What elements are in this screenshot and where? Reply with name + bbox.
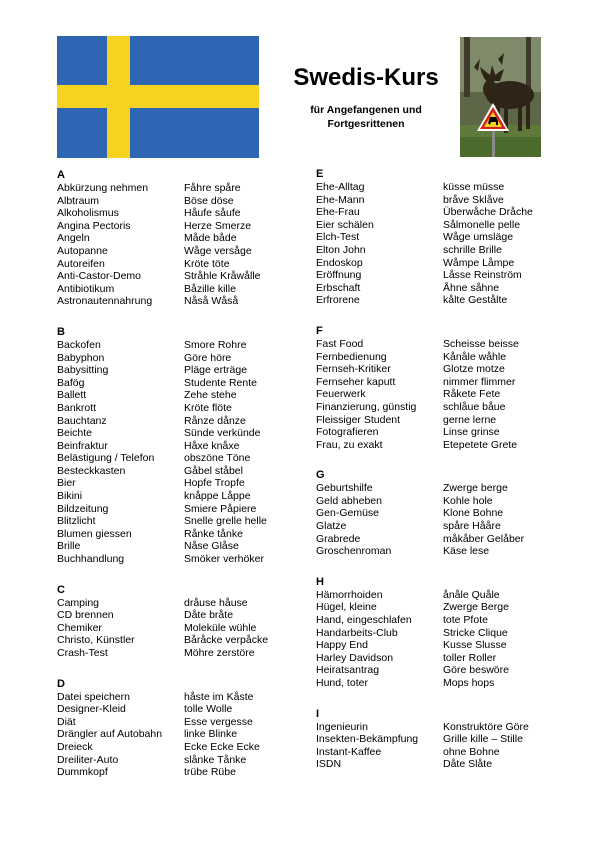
entry-translation: Fåhre spåre bbox=[184, 182, 241, 194]
entry-term: Insekten-Bekämpfung bbox=[316, 733, 419, 746]
section-letter: H bbox=[316, 575, 324, 588]
glossary-entry bbox=[57, 691, 297, 704]
entry-term: Hund, toter bbox=[316, 677, 368, 689]
entry-translation: Mops hops bbox=[443, 677, 495, 689]
glossary-entry bbox=[316, 721, 556, 734]
glossary-column-left bbox=[57, 169, 297, 797]
glossary-entry bbox=[316, 282, 556, 295]
glossary-column-right bbox=[316, 168, 556, 789]
glossary-entry bbox=[57, 364, 297, 377]
entry-term: Alkoholismus bbox=[57, 207, 119, 220]
glossary-entry bbox=[57, 728, 297, 741]
entry-term: Besteckkasten bbox=[57, 464, 126, 477]
entry-translation: Pläge erträge bbox=[184, 364, 248, 377]
entry-translation: tolle Wolle bbox=[184, 703, 233, 716]
entry-translation: ånåle Quåle bbox=[443, 588, 500, 601]
glossary-entry bbox=[57, 477, 297, 490]
section-letter: I bbox=[316, 707, 320, 720]
entry-translation: Zwerge Berge bbox=[443, 601, 509, 614]
entry-translation: Låsse Reinström bbox=[443, 269, 522, 282]
entry-translation: schrille Brille bbox=[443, 243, 502, 256]
entry-term: Fernbedienung bbox=[316, 350, 387, 363]
entry-term: Anti-Castor-Demo bbox=[57, 270, 142, 283]
glossary-entry bbox=[316, 677, 556, 690]
entry-term: Endoskop bbox=[316, 256, 363, 269]
entry-translation: Überwåche Dråche bbox=[443, 206, 533, 219]
entry-translation: Kröte flöte bbox=[184, 401, 232, 414]
glossary-entry bbox=[316, 376, 556, 389]
glossary-entry bbox=[316, 363, 556, 376]
glossary-entry bbox=[316, 401, 556, 414]
entry-translation: Göre beswöre bbox=[443, 664, 509, 677]
glossary-entry bbox=[57, 270, 297, 283]
glossary-entry bbox=[57, 295, 297, 308]
glossary-entry bbox=[57, 553, 297, 566]
entry-term: Eröffnung bbox=[316, 269, 362, 282]
glossary-entry bbox=[57, 528, 297, 541]
subtitle-line-2: Fortgesrittenen bbox=[327, 118, 405, 130]
glossary-entry bbox=[316, 388, 556, 401]
glossary-entry bbox=[316, 231, 556, 244]
entry-term: Harley Davidson bbox=[316, 651, 394, 664]
entry-translation: Moleküle wühle bbox=[184, 621, 257, 634]
entry-term: Albtraum bbox=[57, 194, 100, 207]
glossary-entry bbox=[316, 589, 556, 602]
entry-translation: Rånke tånke bbox=[184, 527, 243, 540]
entry-term: Bier bbox=[57, 477, 76, 490]
entry-translation: Kohle hole bbox=[443, 494, 493, 507]
entry-translation: Gåbel ståbel bbox=[184, 464, 243, 477]
entry-term: Bildzeitung bbox=[57, 502, 109, 515]
glossary-entry bbox=[316, 639, 556, 652]
entry-term: Frau, zu exakt bbox=[316, 438, 383, 451]
entry-translation: Göre höre bbox=[184, 351, 232, 364]
entry-translation: Studente Rente bbox=[184, 376, 257, 389]
glossary-section-c bbox=[57, 584, 297, 660]
section-letter: F bbox=[316, 324, 323, 337]
entry-translation: måkåber Gelåber bbox=[443, 532, 525, 545]
entry-translation: bråve Sklåve bbox=[443, 193, 504, 206]
entry-term: Ehe-Mann bbox=[316, 193, 365, 206]
entry-term: Eier schälen bbox=[316, 218, 374, 231]
swedish-flag bbox=[57, 36, 259, 158]
glossary-entry bbox=[57, 427, 297, 440]
glossary-entry bbox=[57, 716, 297, 729]
page-subtitle bbox=[272, 103, 460, 131]
glossary-entry bbox=[57, 754, 297, 767]
entry-term: Instant-Kaffee bbox=[316, 745, 382, 758]
entry-term: Ehe-Frau bbox=[316, 206, 360, 219]
entry-term: ISDN bbox=[316, 758, 342, 771]
glossary-entry bbox=[57, 440, 297, 453]
glossary-entry bbox=[316, 507, 556, 520]
glossary-entry bbox=[316, 194, 556, 207]
entry-term: Grabrede bbox=[316, 532, 361, 545]
entry-term: Dreiliter-Auto bbox=[57, 753, 119, 766]
entry-term: Fernseher kaputt bbox=[316, 375, 396, 388]
entry-term: Geld abheben bbox=[316, 494, 382, 507]
section-letter: C bbox=[57, 583, 65, 596]
glossary-entry bbox=[57, 182, 297, 195]
glossary-entry bbox=[57, 415, 297, 428]
entry-translation: Stråhle Kråwålle bbox=[184, 270, 261, 283]
entry-translation: Möhre zerstöre bbox=[184, 647, 255, 659]
entry-term: Erfrorene bbox=[316, 294, 360, 307]
glossary-entry bbox=[316, 533, 556, 546]
entry-translation: Scheisse beisse bbox=[443, 337, 519, 350]
moose-sign-photo bbox=[460, 37, 541, 157]
glossary-section-b bbox=[57, 326, 297, 566]
entry-translation: Dåte Slåte bbox=[443, 758, 493, 771]
entry-translation: dråuse håuse bbox=[184, 596, 248, 609]
entry-term: Dummkopf bbox=[57, 766, 108, 779]
entry-term: Hämorrhoiden bbox=[316, 588, 383, 601]
entry-translation: tote Pfote bbox=[443, 614, 488, 627]
entry-translation: küsse müsse bbox=[443, 181, 505, 193]
entry-term: Erbschaft bbox=[316, 281, 361, 294]
entry-term: Camping bbox=[57, 596, 100, 609]
entry-translation: Esse vergesse bbox=[184, 715, 253, 728]
entry-term: Datei speichern bbox=[57, 690, 130, 703]
entry-translation: gerne lerne bbox=[443, 413, 497, 426]
entry-translation: Kröte töte bbox=[184, 257, 230, 270]
subtitle-line-1: für Angefangenen und bbox=[310, 104, 422, 116]
entry-translation: Wåmpe Låmpe bbox=[443, 256, 515, 269]
glossary-entry bbox=[57, 258, 297, 271]
entry-term: Bafög bbox=[57, 376, 85, 389]
entry-translation: obszöne Töne bbox=[184, 452, 251, 465]
entry-term: Glatze bbox=[316, 520, 347, 533]
entry-term: Ballett bbox=[57, 389, 87, 402]
entry-translation: Käse lese bbox=[443, 545, 490, 558]
entry-term: Christo, Künstler bbox=[57, 634, 135, 647]
glossary-entry bbox=[57, 389, 297, 402]
glossary-section-a bbox=[57, 169, 297, 308]
glossary-entry bbox=[316, 269, 556, 282]
glossary-entry bbox=[57, 245, 297, 258]
glossary-entry bbox=[57, 339, 297, 352]
glossary-section-h bbox=[316, 576, 556, 690]
glossary-entry bbox=[57, 741, 297, 754]
entry-translation: Glotze motze bbox=[443, 363, 505, 376]
entry-term: Crash-Test bbox=[57, 647, 108, 659]
entry-term: Autoreifen bbox=[57, 257, 105, 270]
section-letter: D bbox=[57, 677, 65, 690]
entry-translation: Snelle grelle helle bbox=[184, 515, 267, 528]
glossary-entry bbox=[57, 220, 297, 233]
entry-term: Drängler auf Autobahn bbox=[57, 728, 163, 741]
glossary-entry bbox=[57, 634, 297, 647]
glossary-entry bbox=[316, 627, 556, 640]
entry-translation: toller Roller bbox=[443, 651, 497, 664]
section-letter: B bbox=[57, 325, 65, 338]
entry-term: Blitzlicht bbox=[57, 515, 96, 528]
glossary-entry bbox=[316, 601, 556, 614]
entry-translation: Etepetete Grete bbox=[443, 438, 518, 451]
entry-translation: Zwerge berge bbox=[443, 482, 508, 495]
entry-translation: Sålmonelle pelle bbox=[443, 218, 521, 231]
glossary-entry bbox=[316, 219, 556, 232]
entry-translation: linke Blinke bbox=[184, 728, 238, 741]
glossary-entry bbox=[316, 414, 556, 427]
glossary-entry bbox=[57, 647, 297, 660]
entry-term: Bikini bbox=[57, 490, 83, 503]
glossary-entry bbox=[57, 465, 297, 478]
glossary-entry bbox=[316, 426, 556, 439]
glossary-section-f bbox=[316, 325, 556, 451]
glossary-entry bbox=[316, 733, 556, 746]
entry-term: Hügel, kleine bbox=[316, 601, 377, 614]
entry-term: Designer-Kleid bbox=[57, 703, 126, 716]
entry-term: Groschenroman bbox=[316, 545, 392, 558]
entry-translation: Stricke Clique bbox=[443, 626, 508, 639]
entry-term: Feuerwerk bbox=[316, 388, 366, 401]
glossary-entry bbox=[57, 540, 297, 553]
flag-cross-horizontal bbox=[57, 85, 259, 108]
glossary-entry bbox=[316, 206, 556, 219]
glossary-entry bbox=[316, 338, 556, 351]
glossary-entry bbox=[57, 597, 297, 610]
glossary-section-i bbox=[316, 708, 556, 771]
entry-translation: Dåte bråte bbox=[184, 609, 234, 622]
entry-term: Diät bbox=[57, 715, 76, 728]
entry-term: Abkürzung nehmen bbox=[57, 182, 149, 194]
glossary-entry bbox=[57, 703, 297, 716]
entry-term: Fernseh-Kritiker bbox=[316, 363, 391, 376]
entry-translation: Klone Bohne bbox=[443, 507, 504, 520]
entry-translation: Smore Rohre bbox=[184, 338, 247, 351]
entry-term: Elch-Test bbox=[316, 231, 360, 244]
entry-term: Bauchtanz bbox=[57, 414, 107, 427]
entry-translation: Konstruktöre Göre bbox=[443, 720, 529, 733]
entry-translation: Båzille kille bbox=[184, 282, 236, 295]
entry-translation: Zehe stehe bbox=[184, 389, 237, 402]
entry-translation: kålte Gestålte bbox=[443, 294, 508, 307]
entry-translation: Nåse Glåse bbox=[184, 540, 239, 553]
entry-term: Babyphon bbox=[57, 351, 105, 364]
entry-term: Fleissiger Student bbox=[316, 413, 401, 426]
entry-translation: ohne Bohne bbox=[443, 745, 500, 758]
entry-term: Angeln bbox=[57, 232, 90, 245]
glossary-entry bbox=[316, 746, 556, 759]
entry-translation: Ecke Ecke Ecke bbox=[184, 740, 260, 753]
glossary-entry bbox=[57, 609, 297, 622]
entry-translation: Grille kille – Stille bbox=[443, 733, 523, 746]
glossary-entry bbox=[57, 207, 297, 220]
glossary-entry bbox=[316, 181, 556, 194]
entry-translation: Sünde verkünde bbox=[184, 427, 261, 440]
glossary-entry bbox=[316, 614, 556, 627]
entry-translation: slånke Tånke bbox=[184, 753, 247, 766]
moose-sign-photo-graphic bbox=[460, 37, 541, 157]
entry-term: Heiratsantrag bbox=[316, 664, 380, 677]
entry-term: Gen-Gemüse bbox=[316, 507, 380, 520]
entry-translation: Smöker verhöker bbox=[184, 553, 264, 566]
section-letter: G bbox=[316, 469, 325, 482]
entry-translation: schlåue båue bbox=[443, 400, 506, 413]
entry-translation: knåppe Låppe bbox=[184, 490, 251, 503]
glossary-entry bbox=[316, 439, 556, 452]
entry-term: Astronautennahrung bbox=[57, 295, 153, 308]
entry-translation: Håxe knåxe bbox=[184, 439, 240, 452]
glossary-entry bbox=[57, 490, 297, 503]
glossary-entry bbox=[57, 766, 297, 779]
entry-term: Belästigung / Telefon bbox=[57, 452, 155, 465]
glossary-entry bbox=[57, 452, 297, 465]
entry-term: Happy End bbox=[316, 639, 368, 652]
entry-translation: Wåge versåge bbox=[184, 244, 252, 257]
entry-term: Geburtshilfe bbox=[316, 482, 373, 495]
entry-term: CD brennen bbox=[57, 609, 114, 622]
entry-term: Beichte bbox=[57, 427, 93, 440]
glossary-entry bbox=[316, 495, 556, 508]
glossary-entry bbox=[316, 664, 556, 677]
entry-translation: håste im Kåste bbox=[184, 690, 254, 703]
entry-translation: Båråcke verpåcke bbox=[184, 634, 269, 647]
glossary-entry bbox=[316, 244, 556, 257]
glossary-entry bbox=[57, 503, 297, 516]
glossary-section-d bbox=[57, 678, 297, 779]
glossary-entry bbox=[316, 257, 556, 270]
entry-translation: Rånze dånze bbox=[184, 414, 246, 427]
glossary-entry bbox=[316, 520, 556, 533]
entry-translation: Nåså Wåså bbox=[184, 295, 239, 308]
entry-translation: nimmer flimmer bbox=[443, 375, 516, 388]
entry-term: Elton John bbox=[316, 243, 366, 256]
entry-translation: Håufe såufe bbox=[184, 207, 241, 220]
entry-term: Chemiker bbox=[57, 621, 102, 634]
entry-term: Handarbeits-Club bbox=[316, 626, 398, 639]
glossary-entry bbox=[316, 652, 556, 665]
entry-translation: Hopfe Tropfe bbox=[184, 477, 245, 490]
entry-translation: spåre Hååre bbox=[443, 520, 501, 533]
entry-translation: trübe Rübe bbox=[184, 766, 236, 779]
entry-term: Fast Food bbox=[316, 337, 364, 350]
glossary-entry bbox=[316, 758, 556, 771]
entry-term: Fotografieren bbox=[316, 426, 379, 439]
section-letter: A bbox=[57, 169, 65, 181]
entry-term: Buchhandlung bbox=[57, 553, 125, 566]
glossary-entry bbox=[57, 283, 297, 296]
glossary-entry bbox=[316, 545, 556, 558]
entry-translation: Linse grinse bbox=[443, 426, 500, 439]
entry-term: Dreieck bbox=[57, 740, 93, 753]
glossary-entry bbox=[57, 352, 297, 365]
entry-term: Hand, eingeschlafen bbox=[316, 614, 412, 627]
entry-term: Angina Pectoris bbox=[57, 219, 131, 232]
glossary-entry bbox=[316, 351, 556, 364]
entry-term: Beinfraktur bbox=[57, 439, 108, 452]
glossary-entry bbox=[316, 294, 556, 307]
entry-translation: Smiere Påpiere bbox=[184, 502, 257, 515]
entry-term: Backofen bbox=[57, 338, 101, 351]
entry-term: Ehe-Alltag bbox=[316, 181, 365, 193]
glossary-entry bbox=[57, 402, 297, 415]
entry-term: Blumen giessen bbox=[57, 527, 132, 540]
entry-term: Babysitting bbox=[57, 364, 109, 377]
glossary-entry bbox=[57, 232, 297, 245]
entry-term: Brille bbox=[57, 540, 81, 553]
entry-term: Finanzierung, günstig bbox=[316, 400, 417, 413]
entry-term: Bankrott bbox=[57, 401, 97, 414]
section-letter: E bbox=[316, 168, 324, 180]
entry-translation: Kånåle wåhle bbox=[443, 350, 507, 363]
page-title: Swedis-Kurs bbox=[293, 64, 439, 91]
entry-translation: Måde både bbox=[184, 232, 237, 245]
glossary-entry bbox=[57, 515, 297, 528]
entry-translation: Herze Smerze bbox=[184, 219, 252, 232]
glossary-entry bbox=[316, 482, 556, 495]
entry-term: Antibiotikum bbox=[57, 282, 115, 295]
glossary-entry bbox=[57, 377, 297, 390]
glossary-entry bbox=[57, 195, 297, 208]
glossary-section-e bbox=[316, 168, 556, 307]
entry-translation: Böse döse bbox=[184, 194, 234, 207]
glossary-entry bbox=[57, 622, 297, 635]
entry-translation: Wåge umsläge bbox=[443, 231, 514, 244]
glossary-section-g bbox=[316, 469, 556, 558]
entry-translation: Åhne såhne bbox=[443, 281, 500, 294]
entry-term: Ingenieurin bbox=[316, 720, 368, 733]
entry-term: Autopanne bbox=[57, 244, 108, 257]
entry-translation: Råkete Fete bbox=[443, 388, 501, 401]
entry-translation: Kusse Slusse bbox=[443, 639, 507, 652]
